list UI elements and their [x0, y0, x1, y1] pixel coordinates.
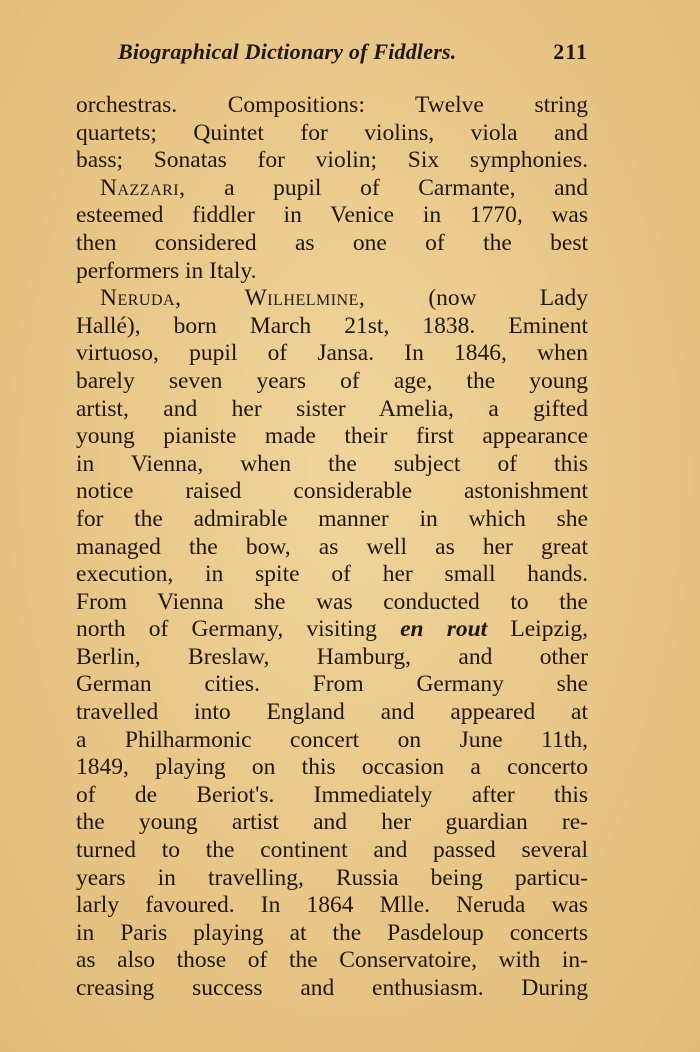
- text-line: managed the bow, as well as her great: [76, 533, 588, 560]
- running-title: Biographical Dictionary of Fiddlers.: [118, 39, 457, 64]
- text-line: bass; Sonatas for violin; Six symphonies.: [76, 147, 588, 174]
- entry-name-neruda: Neruda, Wilhelmine,: [100, 285, 366, 312]
- text-line: artist, and her sister Amelia, a gifted: [76, 395, 588, 422]
- body-text: [76, 92, 588, 1003]
- text-line: German cities. From Germany she: [76, 671, 588, 698]
- text-line: for the admirable manner in which she: [76, 505, 588, 532]
- text-line: quartets; Quintet for violins, viola and: [76, 119, 588, 146]
- text-line: orchestras. Compositions: Twelve string: [76, 92, 588, 118]
- text-line: notice raised considerable astonishment: [76, 478, 588, 505]
- text-line: virtuoso, pupil of Jansa. In 1846, when: [76, 340, 588, 367]
- italic-phrase: en rout: [400, 616, 488, 643]
- text-line: of de Beriot's. Immediately after this: [76, 781, 588, 808]
- text-span: north of Germany, visiting: [76, 616, 377, 643]
- text-line: years in travelling, Russia being particu-: [76, 864, 588, 891]
- text-line: Hallé), born March 21st, 1838. Eminent: [76, 312, 588, 339]
- text-span: Leipzig,: [510, 616, 588, 643]
- text-line: creasing success and enthusiasm. During: [76, 975, 588, 1001]
- text-span: a pupil of Carmante, and: [224, 174, 588, 201]
- text-line: barely seven years of age, the young: [76, 367, 588, 394]
- text-line: Berlin, Breslaw, Hamburg, and other: [76, 643, 588, 670]
- text-line: as also those of the Conservatoire, with in-: [76, 947, 588, 974]
- text-line: esteemed fiddler in Venice in 1770, was: [76, 202, 588, 229]
- entry-nazzari-first-line: [76, 175, 588, 203]
- text-line: travelled into England and appeared at: [76, 699, 588, 726]
- text-line: young pianiste made their first appearance: [76, 423, 588, 450]
- text-line: a Philharmonic concert on June 11th,: [76, 726, 588, 753]
- text-line: in Paris playing at the Pasdeloup concerts: [76, 919, 588, 946]
- text-line: in Vienna, when the subject of this: [76, 450, 588, 477]
- running-head: [118, 34, 588, 70]
- entry-name-nazzari: Nazzari,: [100, 174, 186, 201]
- text-line-with-italic: [76, 616, 588, 644]
- text-line: the young artist and her guardian re-: [76, 809, 588, 836]
- text-line: larly favoured. In 1864 Mlle. Neruda was: [76, 892, 588, 919]
- text-line: turned to the continent and passed several: [76, 837, 588, 864]
- text-line: execution, in spite of her small hands.: [76, 561, 588, 588]
- text-span: (now Lady: [428, 285, 588, 312]
- text-line: performers in Italy.: [76, 257, 257, 284]
- page-number: 211: [553, 39, 588, 64]
- text-line: then considered as one of the best: [76, 229, 588, 256]
- text-line: 1849, playing on this occasion a concerto: [76, 754, 588, 781]
- text-line: From Vienna she was conducted to the: [76, 588, 588, 615]
- entry-neruda-first-line: [76, 285, 588, 313]
